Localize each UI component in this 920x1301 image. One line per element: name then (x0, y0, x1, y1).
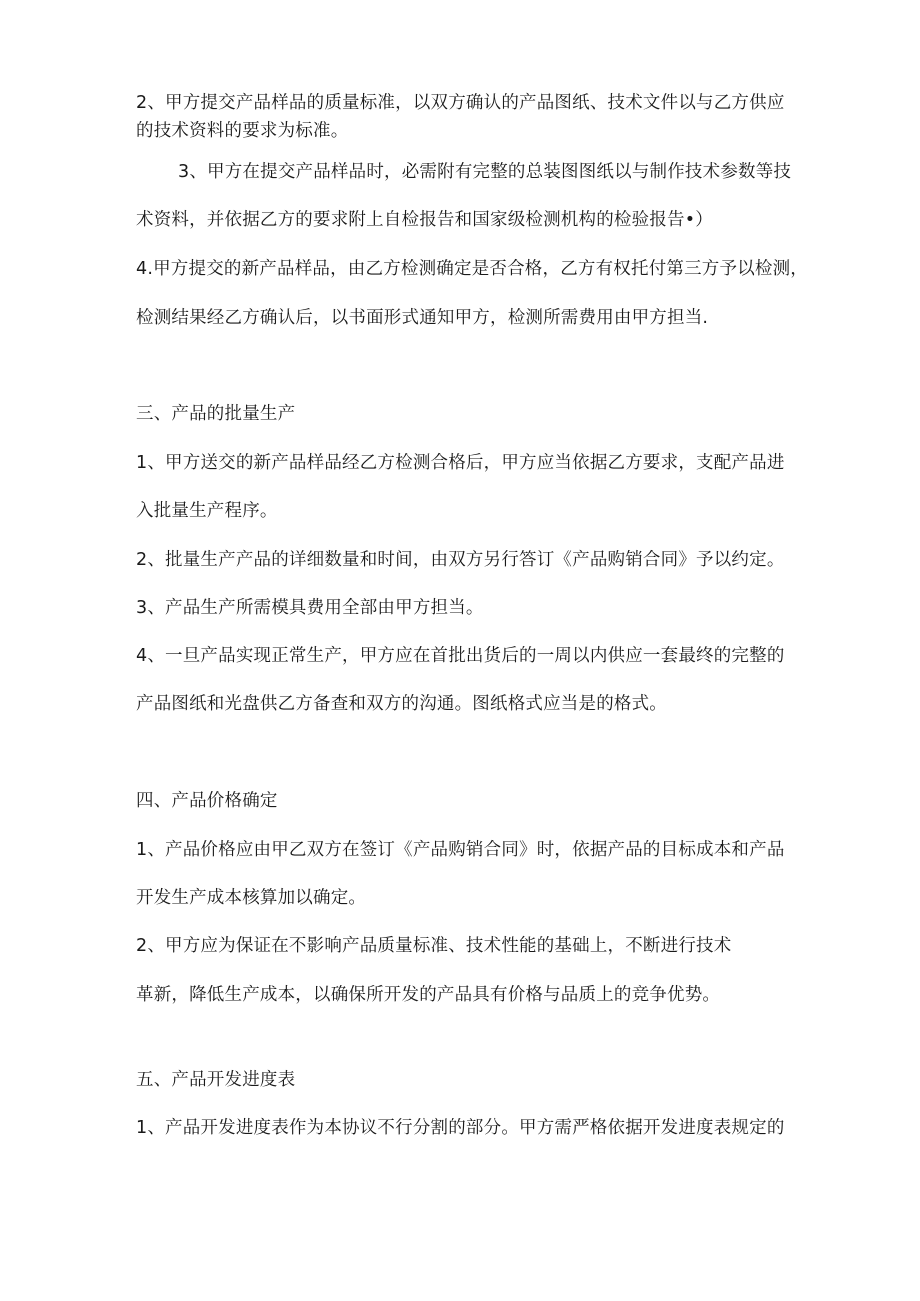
section-heading: 三、产品的批量生产 (136, 404, 296, 424)
paragraph-line: 4.甲方提交的新产品样品，由乙方检测确定是否合格，乙方有权托付第三方予以检测， (136, 259, 808, 279)
section-heading: 五、产品开发进度表 (136, 1070, 296, 1090)
paragraph-line: 4、一旦产品实现正常生产，甲方应在首批出货后的一周以内供应一套最终的完整的 (136, 646, 785, 666)
paragraph-line: 2、批量生产产品的详细数量和时间，由双方另行答订《产品购销合同》予以约定。 (136, 550, 785, 570)
paragraph-line: 术资料，并依据乙方的要求附上自检报告和国家级检测机构的检验报告•） (136, 210, 713, 230)
paragraph-line: 3、甲方在提交产品样品时，必需附有完整的总装图图纸以与制作技术参数等技 (178, 162, 792, 182)
paragraph-line: 1、产品价格应由甲乙双方在签订《产品购销合同》时，依据产品的目标成本和产品 (136, 840, 785, 860)
paragraph-line: 检测结果经乙方确认后，以书面形式通知甲方，检测所需费用由甲方担当. (136, 308, 709, 328)
paragraph-line: 入批量生产程序。 (136, 501, 278, 521)
paragraph-line: 2、甲方应为保证在不影响产品质量标准、技术性能的基础上，不断进行技术 (136, 936, 732, 956)
paragraph-line: 开发生产成本核算加以确定。 (136, 888, 367, 908)
paragraph-line: 2、甲方提交产品样品的质量标准，以双方确认的产品图纸、技术文件以与乙方供应 (136, 93, 785, 113)
paragraph-line: 的技术资料的要求为标准。 (136, 121, 349, 141)
paragraph-line: 革新，降低生产成本，以确保所开发的产品具有价格与品质上的竞争优势。 (136, 985, 721, 1005)
paragraph-line: 1、产品开发进度表作为本协议不行分割的部分。甲方需严格依据开发进度表规定的 (136, 1118, 785, 1138)
section-heading: 四、产品价格确定 (136, 791, 278, 811)
paragraph-line: 3、产品生产所需模具费用全部由甲方担当。 (136, 598, 484, 618)
paragraph-line: 1、甲方送交的新产品样品经乙方检测合格后，甲方应当依据乙方要求，支配产品进 (136, 453, 785, 473)
paragraph-line: 产品图纸和光盘供乙方备查和双方的沟通。图纸格式应当是的格式。 (136, 694, 667, 714)
